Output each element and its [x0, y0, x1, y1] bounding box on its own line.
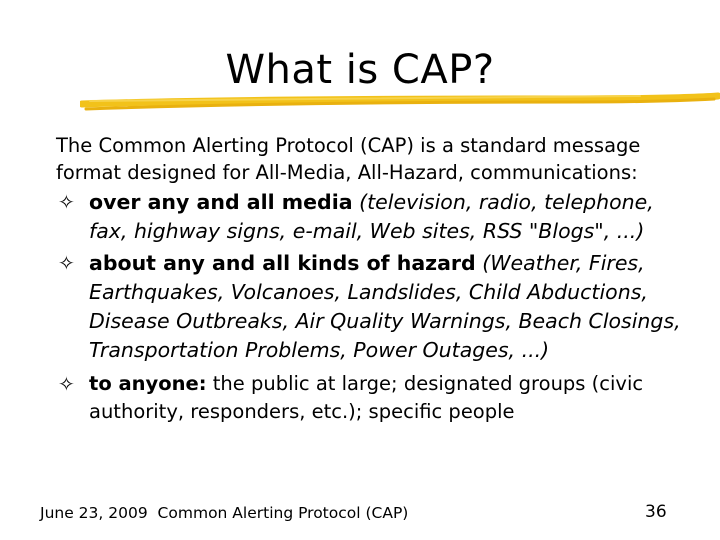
outline-star-icon: ✧ — [58, 372, 75, 396]
title-underline-brushstroke — [80, 90, 720, 120]
outline-star-icon: ✧ — [58, 251, 75, 275]
footer-text: June 23, 2009 Common Alerting Protocol (CAP) — [40, 504, 409, 522]
outline-star-icon: ✧ — [58, 190, 75, 214]
bullet-lead: about any and all kinds of hazard — [89, 251, 476, 275]
bullet-detail: (television, radio, telephone, fax, highway signs, e-mail, Web sites, RSS "Blogs", ...) — [89, 190, 654, 243]
bullet-lead: over any and all media — [89, 190, 353, 214]
page-number: 36 — [645, 502, 667, 522]
bullet-hazard — [56, 249, 696, 365]
slide-body — [56, 132, 696, 426]
bullet-media — [56, 188, 696, 246]
bullet-detail: the public at large; designated groups (civic authority, responders, etc.); specific people — [89, 372, 644, 423]
intro-text: The Common Alerting Protocol (CAP) is a standard message format designed for All-Media, All-Hazard, communications: — [56, 134, 641, 184]
bullet-detail: (Weather, Fires, Earthquakes, Volcanoes, Landslides, Child Abductions, Disease Outbreaks, Air Quality Warnings, Beach Closings, Transportation Problems, Power Outages, ...) — [89, 251, 681, 362]
bullet-anyone — [56, 370, 696, 426]
bullet-lead: to anyone: — [89, 372, 207, 395]
slide-title: What is CAP? — [225, 47, 495, 93]
